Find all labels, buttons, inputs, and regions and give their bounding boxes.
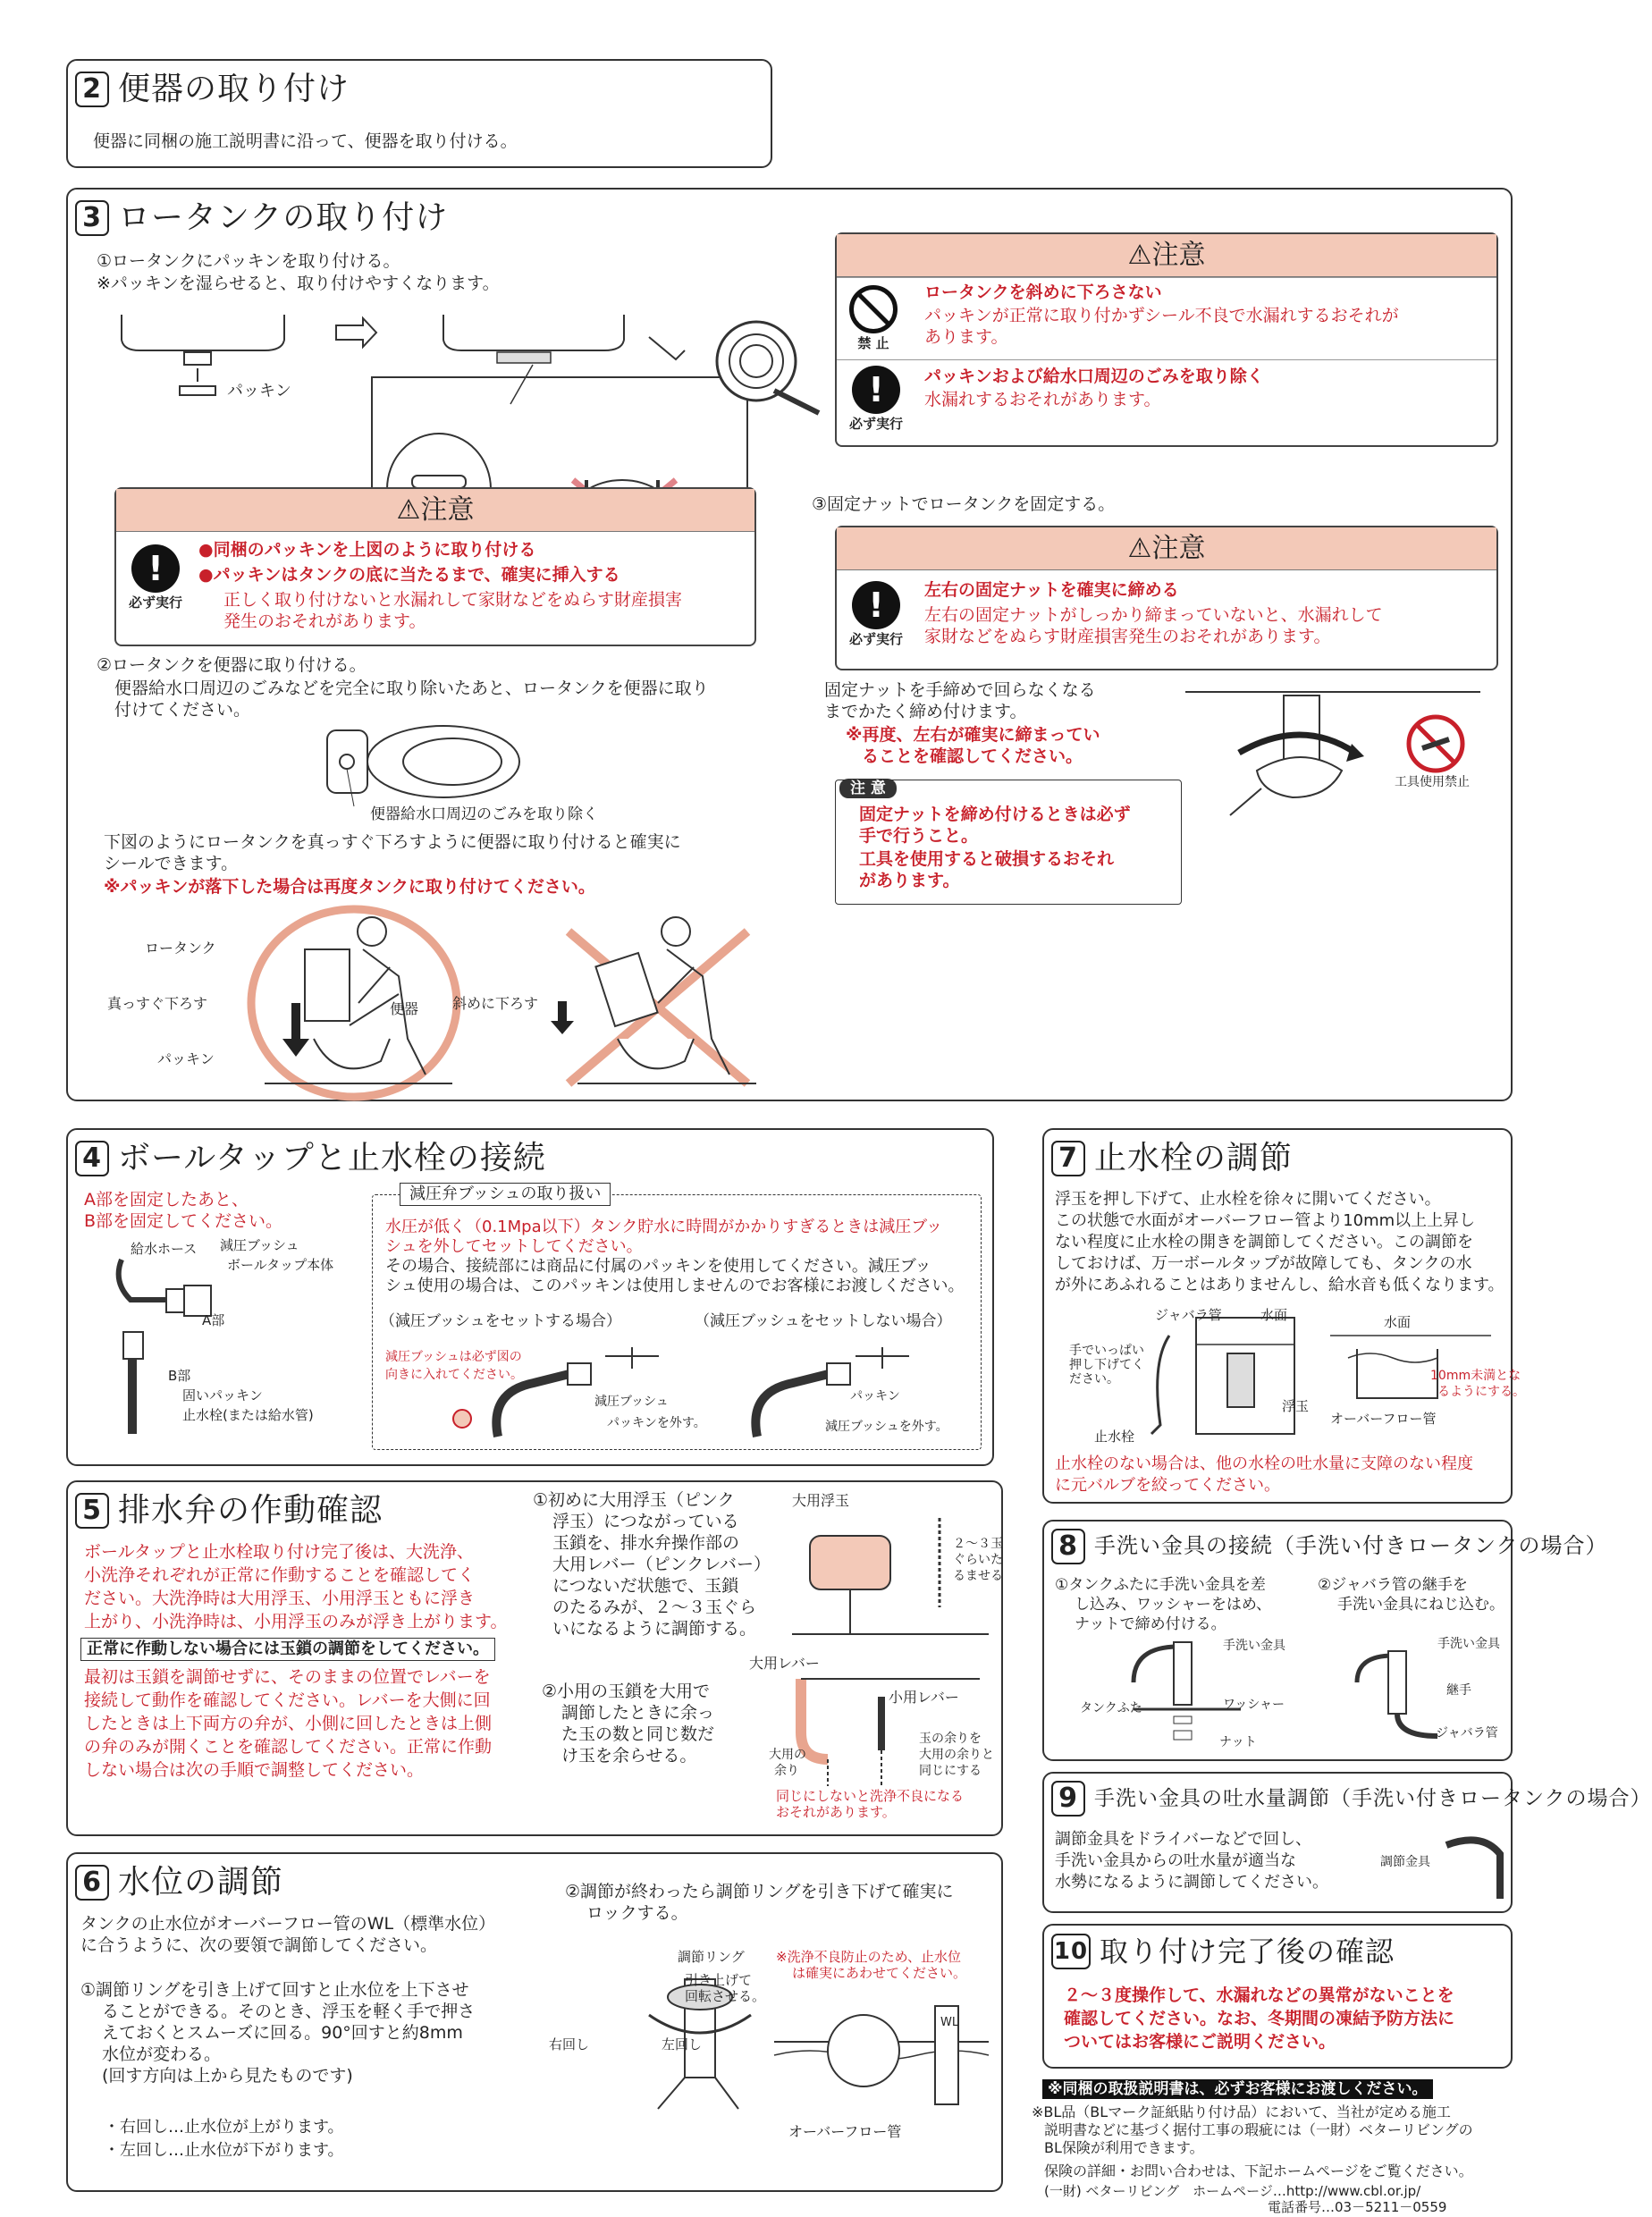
hand-tighten-illustration bbox=[1176, 690, 1498, 824]
section-number: 3 bbox=[75, 200, 109, 236]
s8-step1-a: ①タンクふたに手洗い金具を差 bbox=[1055, 1576, 1266, 1594]
label-part-b: B部 bbox=[168, 1368, 191, 1384]
section-number: 5 bbox=[75, 1493, 109, 1529]
s5-step1-a: ①初めに大用浮玉（ピンク bbox=[533, 1490, 735, 1510]
caution-line-3: 正しく取り付けないと水漏れして家財などをぬらす財産損害 bbox=[223, 590, 683, 610]
section-4-title bbox=[75, 1137, 546, 1180]
label-packing: パッキン bbox=[227, 382, 291, 400]
exclamation-icon: ! bbox=[852, 581, 900, 629]
bowl-top-illustration bbox=[318, 717, 524, 806]
label-water-surface-2: 水面 bbox=[1384, 1314, 1412, 1330]
s5-step1-c: 玉鎖を、排水弁操作部の bbox=[552, 1533, 740, 1553]
ban-head: ロータンクを斜めに下ろさない bbox=[924, 282, 1162, 302]
faucet-illustration bbox=[1098, 1638, 1491, 1754]
direction-red-2: 向きに入れてください。 bbox=[385, 1368, 523, 1382]
label-washer: ワッシャー bbox=[1223, 1698, 1285, 1712]
must-do-icon bbox=[849, 581, 903, 649]
s5-step1-f: のたるみが、２～３玉ぐら bbox=[552, 1597, 757, 1617]
s8-step1-c: ナットで締め付ける。 bbox=[1075, 1615, 1226, 1633]
section-2 bbox=[66, 59, 772, 168]
bush-body-2: シュ使用の場合は、このパッキンは使用しませんのでお客様にお渡しください。 bbox=[385, 1277, 965, 1295]
label-overflow-pipe: オーバーフロー管 bbox=[788, 2123, 902, 2140]
s5-step1-e: につないだ状態で、玉鎖 bbox=[552, 1576, 739, 1596]
label-remove-bush: 減圧ブッシュを外す。 bbox=[825, 1420, 948, 1434]
nut-note-box bbox=[835, 780, 1182, 905]
label-big-rest-2: 余り bbox=[774, 1764, 799, 1778]
label-big-rest-1: 大用の bbox=[769, 1748, 806, 1762]
nut-text-1: 固定ナットを手締めで回らなくなる bbox=[824, 680, 1096, 700]
s5-boxed-note: 正常に作動しない場合には玉鎖の調節をしてください。 bbox=[80, 1638, 495, 1661]
section-3-title bbox=[75, 197, 448, 240]
step3-text: ③固定ナットでロータンクを固定する。 bbox=[812, 494, 1116, 514]
must-label: 必ず実行 bbox=[849, 416, 904, 432]
nut-caution-body-1: 左右の固定ナットがしっかり締まっていないと、水漏れして bbox=[924, 605, 1383, 625]
step1-note: ※パッキンを湿らせると、取り付けやすくなります。 bbox=[97, 274, 500, 293]
caution-line-2: ●パッキンはタンクの底に当たるまで、確実に挿入する bbox=[198, 565, 620, 585]
step2-body-1: 便器給水口周辺のごみなどを完全に取り除いたあと、ロータンクを便器に取り bbox=[114, 679, 709, 698]
s9-body-1: 調節金具をドライバーなどで回し、 bbox=[1055, 1830, 1312, 1849]
ban-body-1: パッキンが正常に取り付かずシール不良で水漏れするおそれが bbox=[924, 306, 1399, 325]
note-line-2: 手で行うこと。 bbox=[859, 826, 979, 846]
label-reduce-bush: 減圧ブッシュ bbox=[220, 1237, 299, 1253]
must-row bbox=[837, 359, 1496, 449]
section-number: 7 bbox=[1051, 1141, 1085, 1176]
s5-step1-d: 大用レバー（ピンクレバー） bbox=[552, 1555, 771, 1574]
label-push-1: 手でいっぱい bbox=[1069, 1344, 1144, 1358]
bush-red-1: 水圧が低く（0.1Mpa以下）タンク貯水に時間がかかりすぎるときは減圧ブッ bbox=[385, 1218, 942, 1236]
label-balltap-body: ボールタップ本体 bbox=[227, 1257, 334, 1273]
section-title-text: 排水弁の作動確認 bbox=[118, 1492, 384, 1529]
s8-step1-b: し込み、ワッシャーをはめ、 bbox=[1075, 1596, 1272, 1614]
label-bush-2: 減圧ブッシュ bbox=[594, 1395, 669, 1409]
label-rest-2: 大用の余りと bbox=[919, 1748, 994, 1762]
s7-body-2: この状態で水面がオーバーフロー管より10mm以上上昇し bbox=[1055, 1211, 1476, 1230]
caution-line-4: 発生のおそれがあります。 bbox=[223, 611, 426, 631]
must-label: 必ず実行 bbox=[129, 594, 183, 611]
label-low-tank: ロータンク bbox=[145, 940, 216, 957]
s8-step2-b: 手洗い金具にねじ込む。 bbox=[1337, 1596, 1504, 1614]
footer-bl-2: 説明書などに基づく据付工事の瑕疵には（一財）ベターリビングの bbox=[1044, 2121, 1473, 2138]
section-5-title bbox=[75, 1489, 383, 1532]
s6-red-note-1: ※洗浄不良防止のため、止水位 bbox=[776, 1949, 961, 1965]
s6-step1-c: えておくとスムーズに回る。90°回すと約8mm bbox=[102, 2023, 463, 2043]
section-9-title bbox=[1051, 1781, 1652, 1817]
s6-step1-d: 水位が変わる。 bbox=[102, 2044, 222, 2064]
step1-text: ①ロータンクにパッキンを取り付ける。 bbox=[97, 251, 400, 271]
note-line-3: 工具を使用すると破損するおそれ bbox=[859, 849, 1115, 869]
s7-red-2: に元バルブを絞ってください。 bbox=[1055, 1476, 1280, 1495]
s5-red-5: 最初は玉鎖を調節せずに、そのままの位置でレバーを bbox=[84, 1667, 491, 1687]
label-stop-valve-s7: 止水栓 bbox=[1094, 1429, 1135, 1445]
case-set: （減圧ブッシュをセットする場合） bbox=[380, 1312, 621, 1330]
caution-line-1: ●同梱のパッキンを上図のように取り付ける bbox=[198, 540, 536, 560]
label-hard-packing: 固いパッキン bbox=[182, 1387, 263, 1404]
label-part-a: A部 bbox=[202, 1312, 225, 1328]
footer-org: (一財) ベターリビング ホームページ…http://www.cbl.or.jp/ bbox=[1044, 2183, 1421, 2199]
s6-right-turn: ・右回し…止水位が上がります。 bbox=[104, 2118, 344, 2137]
s5-red-1: ボールタップと止水栓取り付け完了後は、大洗浄、 bbox=[84, 1542, 474, 1562]
section-number: 8 bbox=[1051, 1529, 1085, 1564]
section-title-text: 水位の調節 bbox=[118, 1864, 284, 1901]
s10-red-3: ついてはお客様にご説明ください。 bbox=[1064, 2032, 1336, 2052]
section-number: 10 bbox=[1051, 1934, 1091, 1969]
section-9 bbox=[1042, 1772, 1652, 1913]
label-nut: ナット bbox=[1219, 1735, 1257, 1749]
section-number: 9 bbox=[1051, 1781, 1085, 1817]
faucet-adjust-illustration bbox=[1437, 1827, 1509, 1908]
step2-text: ②ロータンクを便器に取り付ける。 bbox=[97, 655, 367, 675]
s5-step2-d: け玉を余らせる。 bbox=[561, 1746, 697, 1766]
exclamation-icon: ! bbox=[131, 544, 180, 593]
s6-step2-b: ロックする。 bbox=[586, 1903, 688, 1923]
s5-warn-2: おそれがあります。 bbox=[776, 1804, 896, 1820]
label-water-surface: 水面 bbox=[1260, 1307, 1288, 1323]
s6-body-2: に合うように、次の要領で調節してください。 bbox=[80, 1935, 438, 1955]
nut-caution-body-2: 家財などをぬらす財産損害発生のおそれがあります。 bbox=[924, 627, 1331, 646]
s10-red-2: 確認してください。なお、冬期間の凍結予防方法に bbox=[1064, 2009, 1455, 2028]
warning-triangle-icon: ⚠ bbox=[1127, 240, 1152, 271]
label-remove-packing: パッキンを外す。 bbox=[607, 1416, 706, 1430]
s4-red-1: A部を固定したあと、 bbox=[84, 1190, 249, 1210]
bush-red-2: シュを外してセットしてください。 bbox=[385, 1237, 643, 1256]
label-stop-valve: 止水栓(または給水管) bbox=[182, 1407, 314, 1423]
s5-red-7: したときは上下両方の弁が、小側に回したときは上側 bbox=[84, 1714, 493, 1733]
section-title-text: 止水栓の調節 bbox=[1094, 1140, 1294, 1176]
section-3 bbox=[66, 188, 1513, 1101]
label-rest-3: 同じにする bbox=[919, 1764, 982, 1778]
section-7 bbox=[1042, 1128, 1525, 1504]
s6-step2-a: ②調節が終わったら調節リングを引き下げて確実に bbox=[565, 1882, 954, 1901]
section-number: 2 bbox=[75, 72, 109, 107]
ban-label: 禁 止 bbox=[857, 335, 889, 351]
s5-warn-1: 同じにしないと洗浄不良になる bbox=[776, 1788, 965, 1804]
label-big-lever: 大用レバー bbox=[749, 1655, 820, 1672]
label-joint: 継手 bbox=[1446, 1683, 1471, 1698]
s7-body-4: しておけば、万一ボールタップが故障しても、タンクの水 bbox=[1055, 1254, 1472, 1273]
s6-red-note-2: は確実にあわせてください。 bbox=[792, 1965, 967, 1981]
nut-text-2: までかたく締め付けます。 bbox=[824, 702, 1027, 721]
section-2-title bbox=[75, 68, 350, 111]
must-body: 水漏れするおそれがあります。 bbox=[924, 390, 1161, 409]
footer-black-note: ※同梱の取扱説明書は、必ずお客様にお渡しください。 bbox=[1042, 2079, 1433, 2099]
label-10mm-1: 10mm未満とな bbox=[1430, 1369, 1521, 1383]
label-bowl: 便器 bbox=[390, 1000, 419, 1017]
label-remove-dust: 便器給水口周辺のごみを取り除く bbox=[370, 805, 598, 823]
note-line-4: があります。 bbox=[859, 871, 960, 890]
section-8-title bbox=[1051, 1529, 1608, 1564]
no-entry-icon bbox=[849, 285, 898, 333]
case-unset: （減圧ブッシュをセットしない場合） bbox=[695, 1312, 952, 1330]
section-8 bbox=[1042, 1520, 1608, 1761]
s9-body-2: 手洗い金具からの吐水量が適当な bbox=[1055, 1851, 1296, 1870]
s10-red-1: ２～３度操作して、水漏れなどの異常がないことを bbox=[1064, 1985, 1454, 2005]
label-left-turn: 左回し bbox=[662, 2036, 703, 2053]
label-rest-1: 玉の余りを bbox=[919, 1732, 982, 1746]
s7-body-3: ない程度に止水栓の開きを調節してください。この調節を bbox=[1055, 1233, 1473, 1252]
section-title-text: 便器の取り付け bbox=[118, 71, 350, 107]
caution-header bbox=[837, 234, 1496, 277]
s5-step2-c: た玉の数と同じ数だ bbox=[561, 1724, 715, 1744]
label-tank-lid: タンクふた bbox=[1080, 1701, 1142, 1715]
s5-red-4: 上がり、小洗浄時は、小用浮玉のみが浮き上がります。 bbox=[84, 1612, 508, 1631]
section-6-title bbox=[75, 1861, 283, 1904]
label-adjuster: 調節金具 bbox=[1380, 1855, 1430, 1869]
label-push-3: ださい。 bbox=[1069, 1372, 1119, 1387]
label-packing-s4: パッキン bbox=[850, 1389, 900, 1404]
must-do-icon bbox=[849, 366, 903, 434]
label-slanted-down: 斜めに下ろす bbox=[452, 995, 539, 1012]
section-number: 6 bbox=[75, 1865, 109, 1901]
s5-red-2: 小洗浄それぞれが正常に作動することを確認してく bbox=[84, 1565, 476, 1585]
must-do-icon bbox=[129, 544, 182, 612]
label-big-float: 大用浮玉 bbox=[792, 1492, 850, 1509]
caution-title: 注意 bbox=[1151, 240, 1206, 271]
section-title-text: ロータンクの取り付け bbox=[118, 199, 449, 236]
label-faucet: 手洗い金具 bbox=[1223, 1639, 1285, 1653]
warning-triangle-icon: ⚠ bbox=[1127, 533, 1152, 564]
caution-box-prohibited bbox=[835, 232, 1498, 447]
s5-step2-a: ②小用の玉鎖を大用で bbox=[542, 1682, 711, 1701]
s5-step1-b: 浮玉）につながっている bbox=[552, 1512, 739, 1531]
s9-body-3: 水勢になるように調節してください。 bbox=[1055, 1873, 1328, 1892]
s7-body-1: 浮玉を押し下げて、止水栓を徐々に開いてください。 bbox=[1055, 1190, 1441, 1209]
ban-body-2: あります。 bbox=[924, 327, 1008, 347]
step2-body-4: シールできます。 bbox=[104, 854, 239, 873]
caution-box-packing bbox=[114, 487, 756, 646]
label-packing-2: パッキン bbox=[157, 1050, 215, 1067]
section-title-text: 手洗い金具の吐水量調節（手洗い付きロータンクの場合） bbox=[1094, 1786, 1652, 1810]
footer-contact: 保険の詳細・お問い合わせは、下記ホームページをご覧ください。 bbox=[1044, 2162, 1473, 2179]
s5-step2-b: 調節したときに余っ bbox=[561, 1703, 715, 1723]
label-slack-2: ぐらいた bbox=[953, 1553, 1003, 1567]
label-slack-1: ２～３玉 bbox=[953, 1537, 1003, 1551]
label-small-lever: 小用レバー bbox=[889, 1689, 959, 1706]
s4-red-2: B部を固定してください。 bbox=[84, 1211, 283, 1231]
label-no-tools: 工具使用禁止 bbox=[1395, 775, 1470, 789]
label-ring: 調節リング bbox=[678, 1949, 745, 1965]
s5-step1-g: いになるように調節する。 bbox=[552, 1619, 757, 1639]
s7-body-5: が外にあふれることはありませんし、給水音も低くなります。 bbox=[1055, 1276, 1504, 1294]
label-overflow-s7: オーバーフロー管 bbox=[1330, 1411, 1437, 1427]
s6-step1-b: ることができる。そのとき、浮玉を軽く手で押さ bbox=[102, 2002, 476, 2021]
s5-red-9: しない場合は次の手順で調整してください。 bbox=[84, 1760, 425, 1780]
label-pull-1: 引き上げて bbox=[685, 1972, 753, 1988]
exclamation-icon: ! bbox=[852, 366, 900, 414]
note-tag: 注 意 bbox=[839, 779, 897, 798]
nut-caution-head: 左右の固定ナットを確実に締める bbox=[924, 580, 1179, 600]
s8-step2-a: ②ジャバラ管の継手を bbox=[1318, 1576, 1468, 1594]
label-float: 浮玉 bbox=[1282, 1398, 1310, 1414]
nut-red-1: ※再度、左右が確実に締まってい bbox=[846, 725, 1100, 745]
s6-body-1: タンクの止水位がオーバーフロー管のWL（標準水位） bbox=[80, 1914, 496, 1934]
bush-body-1: その場合、接続部には商品に付属のパッキンを使用してください。減圧ブッ bbox=[385, 1257, 931, 1276]
section-4 bbox=[66, 1128, 994, 1466]
label-slack-3: るませる bbox=[953, 1569, 1003, 1583]
caution-title: 注意 bbox=[1151, 533, 1206, 564]
section-7-title bbox=[1051, 1137, 1293, 1180]
step2-body-2: 付けてください。 bbox=[114, 700, 251, 720]
caution-header bbox=[116, 489, 754, 532]
caution-header bbox=[837, 527, 1496, 570]
prohibited-icon bbox=[849, 285, 898, 353]
bush-title: 減圧弁ブッシュの取り扱い bbox=[400, 1183, 611, 1206]
section-title-text: 手洗い金具の接続（手洗い付きロータンクの場合） bbox=[1094, 1533, 1608, 1559]
section-title-text: ボールタップと止水栓の接続 bbox=[118, 1140, 546, 1176]
label-wl: WL bbox=[940, 2016, 959, 2029]
label-10mm-2: るようにする。 bbox=[1437, 1385, 1525, 1399]
step2-red-note: ※パッキンが落下した場合は再度タンクに取り付けてください。 bbox=[104, 877, 595, 897]
nut-red-2: ることを確認してください。 bbox=[862, 746, 1083, 766]
label-supply-hose: 給水ホース bbox=[131, 1241, 198, 1257]
s6-step1-a: ①調節リングを引き上げて回すと止水位を上下させ bbox=[80, 1980, 469, 2000]
s5-red-6: 接続して動作を確認してください。レバーを大側に回 bbox=[84, 1690, 491, 1710]
label-right-turn: 右回し bbox=[549, 2036, 590, 2053]
warning-triangle-icon: ⚠ bbox=[396, 494, 421, 526]
section-10-title bbox=[1051, 1933, 1395, 1970]
s5-red-3: ださい。大洗浄時は大用浮玉、小用浮玉ともに浮き bbox=[84, 1589, 476, 1608]
must-head: パッキンおよび給水口周辺のごみを取り除く bbox=[924, 367, 1264, 386]
label-pull-2: 回転させる。 bbox=[685, 1988, 766, 2004]
label-straight-down: 真っすぐ下ろす bbox=[107, 995, 208, 1012]
footer-bl-1: ※BL品（BLマーク証紙貼り付け品）において、当社が定める施工 bbox=[1032, 2103, 1451, 2120]
section-10 bbox=[1042, 1924, 1513, 2069]
section-title-text: 取り付け完了後の確認 bbox=[1100, 1935, 1395, 1968]
direction-red-1: 減圧ブッシュは必ず図の bbox=[385, 1350, 522, 1364]
s6-step1-e: (回す方向は上から見たものです) bbox=[102, 2066, 353, 2086]
section-2-body: 便器に同梱の施工説明書に沿って、便器を取り付ける。 bbox=[93, 131, 518, 151]
caution-box-nut bbox=[835, 526, 1498, 670]
section-6 bbox=[66, 1852, 1003, 2192]
must-label: 必ず実行 bbox=[849, 631, 904, 647]
s6-left-turn: ・左回し…止水位が下がります。 bbox=[104, 2141, 344, 2160]
s5-red-8: の弁のみが開くことを確認してください。正常に作動 bbox=[84, 1737, 493, 1757]
label-jabara-pipe: ジャバラ管 bbox=[1155, 1307, 1222, 1323]
note-line-1: 固定ナットを締め付けるときは必ず bbox=[859, 805, 1131, 824]
footer-tel: 電話番号…03－5211－0559 bbox=[1268, 2199, 1447, 2215]
bush-handling-box bbox=[372, 1184, 982, 1450]
s7-red-1: 止水栓のない場合は、他の水栓の吐水量に支障のない程度 bbox=[1055, 1454, 1473, 1473]
section-number: 4 bbox=[75, 1141, 109, 1176]
label-jabara-s8: ジャバラ管 bbox=[1436, 1726, 1498, 1741]
caution-title: 注意 bbox=[420, 494, 475, 526]
step2-body-3: 下図のようにロータンクを真っすぐ下ろすように便器に取り付けると確実に bbox=[104, 832, 681, 852]
footer-bl-3: BL保険が利用できます。 bbox=[1044, 2139, 1204, 2156]
section-5 bbox=[66, 1480, 1003, 1836]
prohibited-row bbox=[837, 277, 1496, 359]
label-faucet-2: 手洗い金具 bbox=[1437, 1637, 1500, 1651]
label-push-2: 押し下げてく bbox=[1069, 1358, 1144, 1372]
